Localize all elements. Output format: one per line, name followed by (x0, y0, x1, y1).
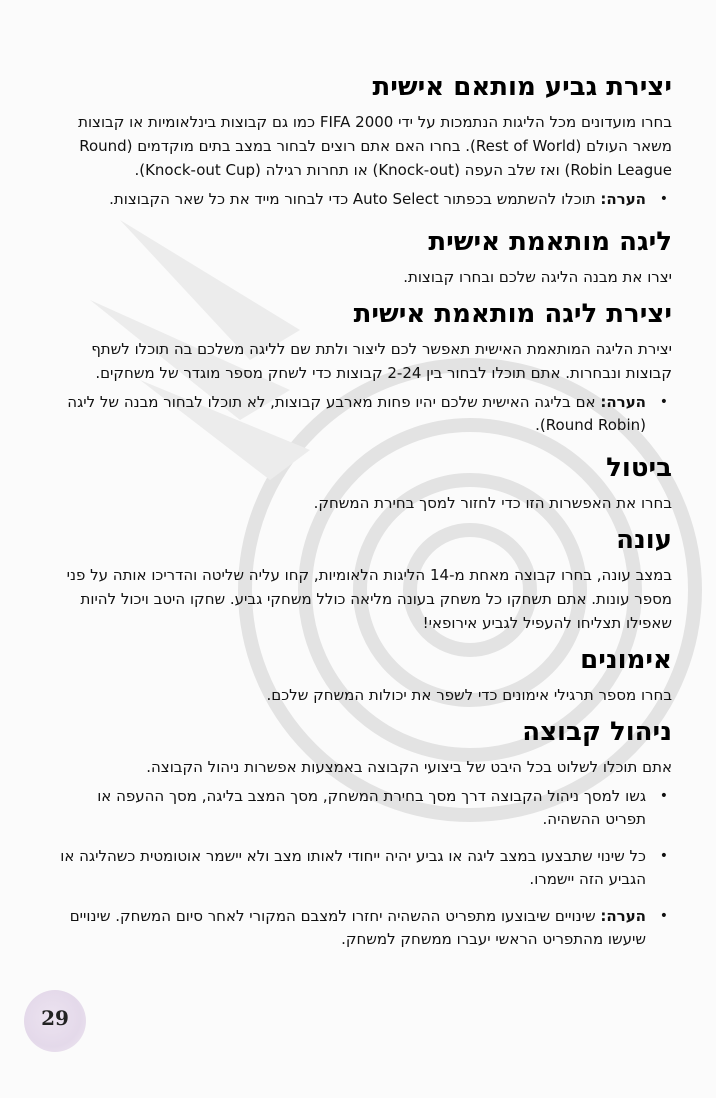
notes-team-management (60, 785, 672, 951)
note-text: אם בליגה האישית שלכם יהיו פחות מארבע קבוצות, לא תוכלו לבחור מבנה של ליגה (Round Robin). (67, 393, 646, 434)
body-custom-cup: בחרו מועדונים מכל הליגות הנתמכות על ידי FIFA 2000 כמו גם קבוצות בינלאומיות או קבוצות משאר העולם (Rest of World). בחרו האם אתם רוצים לבחור במצב בתים מוקדמים (Round Robin League) ואז שלב העפה (Knock-out) או תחרות רגילה (Knock-out Cup). (78, 113, 672, 179)
note-text: שינויים שיבוצעו מתפריט ההשהיה יחזרו למצבם המקורי לאחר סיום המשחק. שינויים שיעשו מהתפריט הראשי יעברו ממשחק למשחק. (69, 907, 646, 948)
page-number: 29 (41, 1006, 69, 1030)
section-team-management (60, 715, 672, 951)
page-number-badge (24, 990, 86, 1052)
note-item (60, 905, 654, 951)
heading-custom-cup: יצירת גביע מותאם אישית (372, 72, 672, 102)
body-training: בחרו מספר תרגילי אימונים כדי לשפר את יכולות המשחק שלכם. (266, 686, 672, 704)
heading-season: עונה (616, 525, 672, 555)
body-team-management: אתם תוכלו לשלוט בכל היבט של ביצועי הקבוצה באמצעות אפשרות ניהול הקבוצה. (146, 758, 672, 776)
note-item (60, 785, 654, 831)
note-label: הערה: (600, 907, 646, 925)
section-custom-league (60, 225, 672, 289)
section-training (60, 643, 672, 707)
note-text: גשו למסך ניהול הקבוצה דרך מסך בחירת המשחק, מסך המצב בליגה, מסך ההעפה או תפריט ההשהיה. (97, 787, 646, 828)
heading-team-management: ניהול קבוצה (522, 717, 672, 747)
notes-create-custom-league (60, 391, 672, 437)
heading-cancel: ביטול (606, 453, 672, 483)
section-season (60, 523, 672, 635)
heading-custom-league: ליגה מותאמת אישית (428, 227, 672, 257)
section-create-custom-league (60, 297, 672, 437)
section-custom-cup (60, 70, 672, 211)
note-item (60, 391, 654, 437)
heading-training: אימונים (580, 645, 672, 675)
body-custom-league: יצרו את מבנה הליגה שלכם ובחרו קבוצות. (403, 268, 672, 286)
heading-create-custom-league: יצירת ליגה מותאמת אישית (353, 299, 672, 329)
section-cancel (60, 451, 672, 515)
note-text: תוכלו להשתמש בכפתור Auto Select כדי לבחור מייד את כל שאר הקבוצות. (109, 190, 601, 208)
body-create-custom-league: יצירת הליגה המותאמת האישית תאפשר לכם ליצור ולתת שם לליגה משלכם בה תוכלו לשתף קבוצות ונבחרות. אתם תוכלו לבחור בין 2-24 קבוצות כדי לשחק מספר מוגדר של משחקים. (91, 340, 672, 382)
note-item (60, 188, 654, 211)
note-label: הערה: (600, 190, 646, 208)
body-season: במצב עונה, בחרו קבוצה מאחת מ-14 הליגות הלאומיות, קחו עליה שליטה והדריכו אותה על פני מספר עונות. אתם תשחקו כל משחק בעונה מליאה כולל משחקי גביע. שחקו היטב ויכול להיות שאפילו תצליחו להעפיל לגביע אירופאי! (66, 566, 672, 632)
note-text: כל שינוי שתבצעו במצב ליגה או גביע יהיה ייחודי לאותו מצב ולא יישמר אוטומטית כשהליגה או הגביע הזה יישמרו. (60, 847, 646, 888)
notes-custom-cup (60, 188, 672, 211)
note-label: הערה: (600, 393, 646, 411)
manual-page (60, 70, 672, 965)
body-cancel: בחרו את האפשרות הזו כדי לחזור למסך בחירת המשחק. (313, 494, 672, 512)
note-item (60, 845, 654, 891)
